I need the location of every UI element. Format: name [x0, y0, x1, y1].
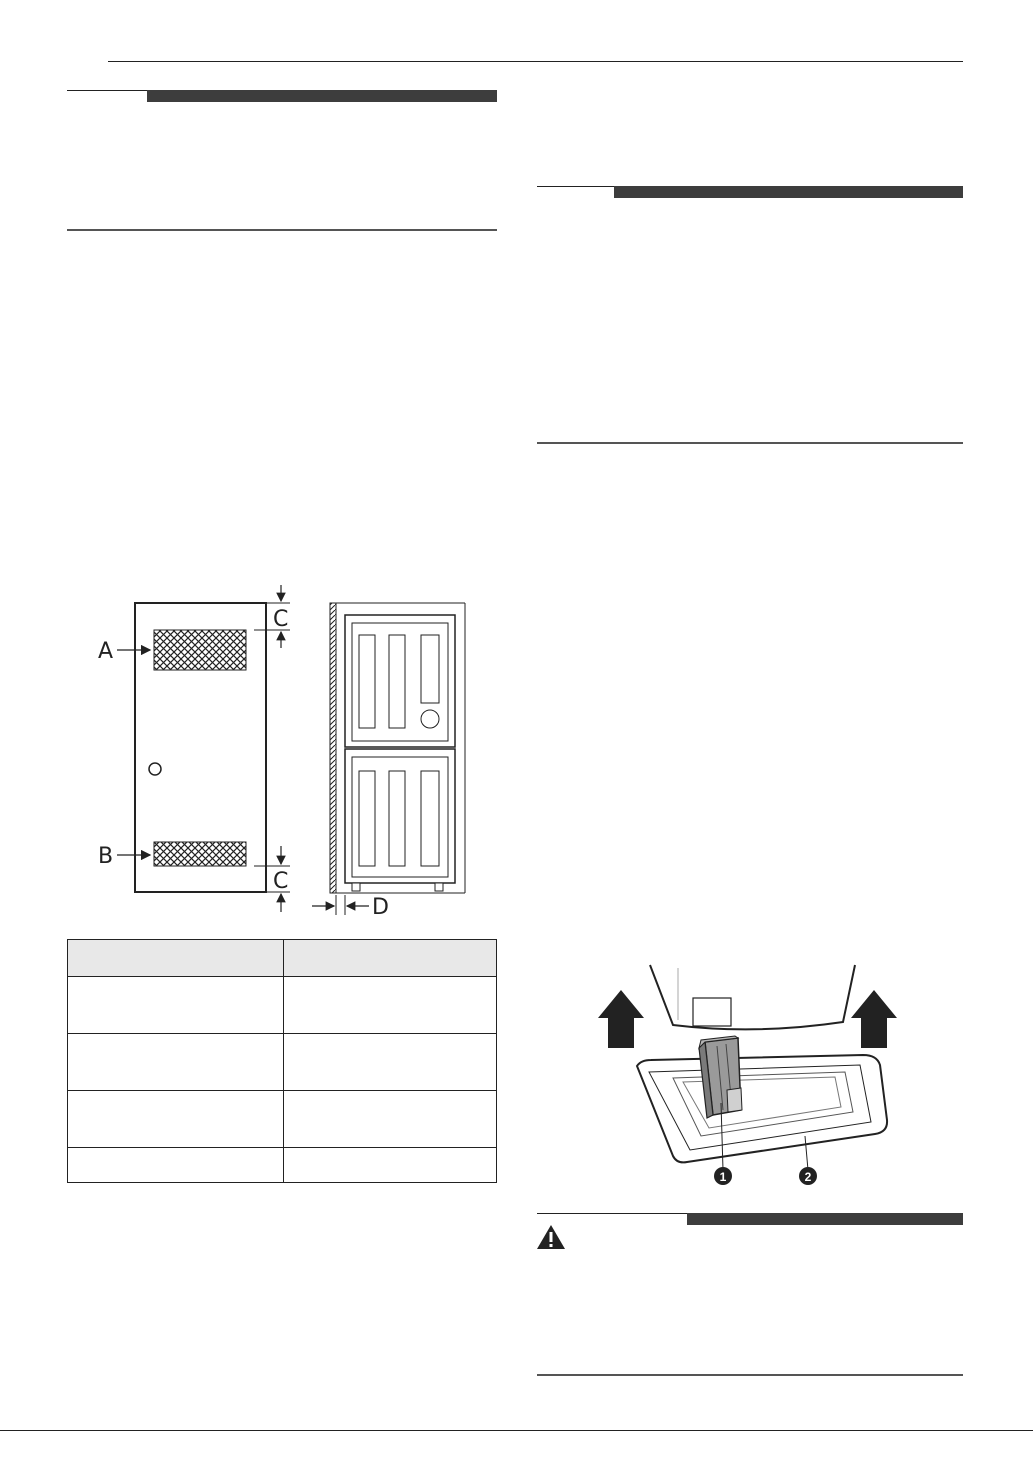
- table-cell: [284, 1148, 497, 1183]
- closet-ventilation-diagram: [90, 575, 490, 920]
- label-c-top: C: [273, 607, 289, 632]
- label-d: D: [372, 895, 389, 920]
- svg-text:1: 1: [719, 1170, 727, 1184]
- table-cell: [284, 977, 497, 1034]
- shipping-base-illustration: [595, 960, 900, 1190]
- table-cell: [68, 1034, 284, 1091]
- label-c-bottom: C: [273, 869, 289, 894]
- table-cell: [68, 940, 284, 977]
- callout-1: [714, 1167, 732, 1185]
- page-footer-rule: [0, 1430, 1033, 1431]
- table-row: [68, 1091, 497, 1148]
- table-cell: [68, 1091, 284, 1148]
- svg-text:2: 2: [804, 1170, 812, 1184]
- table-row: [68, 1148, 497, 1183]
- foam-support-block: [699, 1036, 742, 1118]
- table-cell: [284, 1091, 497, 1148]
- section-heading-bar: [537, 186, 963, 198]
- lift-arrow-icon: [598, 990, 644, 1048]
- label-a: A: [98, 639, 114, 664]
- table-row: [68, 977, 497, 1034]
- closet-wall: [330, 603, 336, 893]
- callout-2: [799, 1167, 817, 1185]
- section-divider: [67, 229, 497, 231]
- table-cell: [68, 977, 284, 1034]
- appliance-label-plate: [693, 998, 731, 1026]
- section-divider: [537, 442, 963, 444]
- table-cell: [284, 1034, 497, 1091]
- section-divider: [537, 1374, 963, 1376]
- table-header-row: [68, 940, 497, 977]
- warning-triangle-icon: [536, 1224, 566, 1250]
- table-cell: [284, 940, 497, 977]
- lift-arrow-icon: [851, 990, 897, 1048]
- stacked-washer-dryer: [345, 615, 455, 891]
- table-row: [68, 1034, 497, 1091]
- vent-bottom: [154, 842, 246, 866]
- vent-top: [154, 630, 246, 670]
- appliance-bottom: [650, 965, 855, 1029]
- section-heading-bar: [67, 90, 497, 102]
- clearance-table: [67, 939, 497, 1183]
- table-cell: [68, 1148, 284, 1183]
- door-knob: [149, 763, 161, 775]
- caution-heading-bar: [537, 1213, 963, 1225]
- label-b: B: [98, 844, 114, 869]
- page-header-rule: [108, 61, 963, 62]
